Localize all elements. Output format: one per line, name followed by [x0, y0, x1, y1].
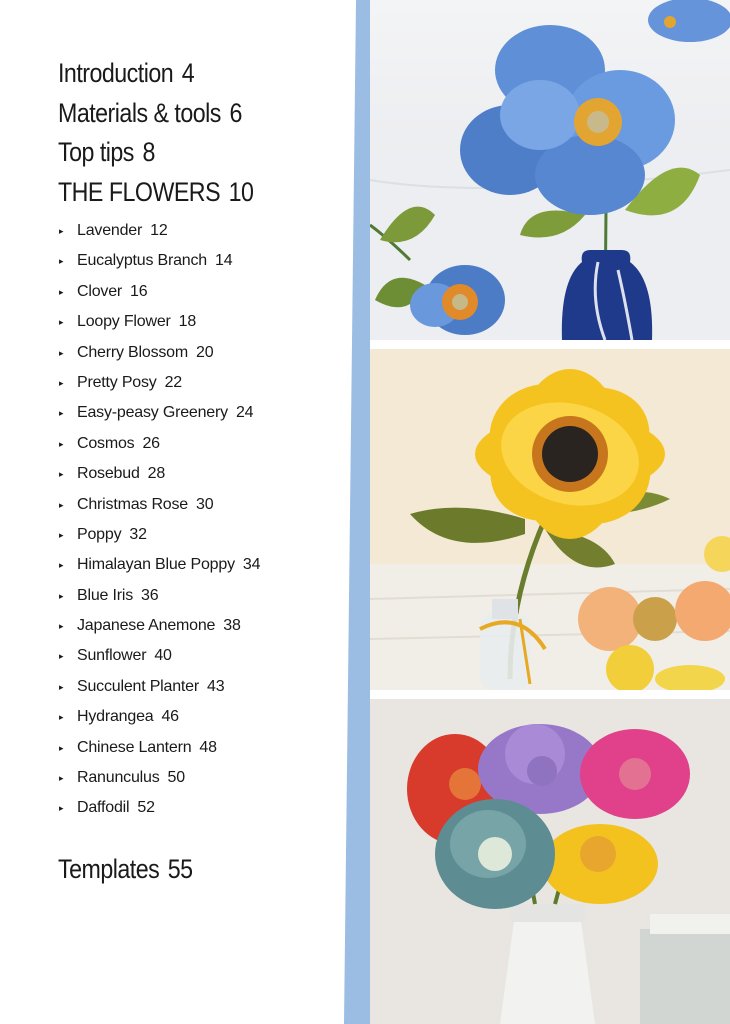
flower-entry-title: Pretty Posy [77, 373, 157, 391]
flower-entry-title: Chinese Lantern [77, 738, 192, 756]
toc-entry-templates[interactable] [58, 850, 215, 890]
flower-entry-cherry-blossom[interactable] [58, 338, 348, 368]
bullet-icon: ▸ [59, 590, 64, 601]
flower-entry-page: 36 [141, 586, 159, 604]
toc-entry-title: Introduction [58, 58, 174, 88]
toc-main-entries [58, 54, 348, 212]
sunflower-photo [370, 349, 730, 690]
flower-entry-page: 28 [147, 465, 166, 483]
flower-entry-title: Himalayan Blue Poppy [77, 556, 235, 574]
flower-entry-title: Clover [77, 282, 123, 300]
toc-entry-templates-text [58, 850, 193, 890]
flower-entry-japanese-anemone[interactable] [58, 611, 348, 641]
flower-entry-title: Japanese Anemone [77, 617, 216, 635]
toc-entry-page: 10 [228, 176, 254, 207]
flower-entry-hydrangea[interactable] [58, 702, 348, 732]
flower-entry-title: Succulent Planter [77, 677, 200, 695]
bullet-icon: ▸ [59, 438, 64, 449]
bullet-icon: ▸ [59, 712, 64, 723]
flower-entry-page: 24 [235, 404, 254, 422]
flower-entry-title: Blue Iris [77, 586, 133, 604]
flower-entry-title: Ranunculus [77, 769, 160, 787]
flower-entry-page: 18 [178, 313, 197, 331]
flower-entry-page: 16 [130, 282, 148, 300]
flower-entry-page: 32 [129, 525, 147, 543]
flower-entry-eucalyptus-branch[interactable] [58, 246, 348, 276]
flower-entry-page: 22 [164, 373, 183, 391]
flower-entry-blue-iris[interactable] [58, 581, 348, 611]
flower-entry-page: 52 [137, 799, 155, 817]
flower-entry-page: 30 [196, 495, 214, 513]
flower-entry-ranunculus[interactable] [58, 763, 348, 793]
bullet-icon: ▸ [59, 499, 64, 510]
bullet-icon: ▸ [59, 226, 64, 236]
flower-entry-title: Christmas Rose [77, 495, 189, 513]
flower-entry-page: 48 [199, 738, 217, 756]
toc-entry-page: 6 [229, 97, 242, 128]
flower-entry-page: 34 [242, 556, 261, 574]
flower-entry-page: 50 [167, 769, 185, 787]
bullet-icon: ▸ [59, 347, 64, 358]
toc-entry-materials-tools[interactable] [58, 94, 307, 134]
flower-entry-title: Easy-peasy Greenery [77, 404, 228, 422]
flower-entry-lavender[interactable] [58, 216, 348, 246]
flower-entry-title: Poppy [77, 525, 122, 543]
flower-entry-page: 12 [150, 222, 168, 239]
toc-entry-page: 4 [181, 58, 195, 88]
toc-entry-title: Templates [58, 854, 160, 884]
flower-entry-page: 46 [161, 708, 179, 726]
flower-entry-poppy[interactable] [58, 520, 348, 550]
bullet-icon: ▸ [59, 529, 64, 540]
bullet-icon: ▸ [59, 803, 64, 814]
bullet-icon: ▸ [59, 377, 64, 388]
bullet-icon: ▸ [59, 286, 64, 297]
flower-entry-christmas-rose[interactable] [58, 490, 348, 520]
flower-entry-easy-peasy-greenery[interactable] [58, 398, 348, 428]
toc-entry-title: THE FLOWERS [58, 176, 221, 207]
flower-entry-title: Eucalyptus Branch [77, 252, 208, 270]
bullet-icon: ▸ [59, 651, 64, 662]
flower-entry-clover[interactable] [58, 277, 348, 307]
flower-entry-himalayan-blue-poppy[interactable] [58, 550, 348, 580]
toc-entry-title: Top tips [58, 137, 134, 167]
flower-entry-page: 14 [215, 252, 233, 270]
flowers-list [58, 216, 348, 824]
toc-entry-top-tips[interactable] [58, 133, 307, 173]
bullet-icon: ▸ [59, 621, 64, 632]
flower-entry-title: Rosebud [77, 465, 140, 483]
bouquet-photo [370, 699, 730, 1024]
table-of-contents [58, 54, 348, 824]
bullet-icon: ▸ [59, 560, 64, 571]
flower-entry-title: Cosmos [77, 434, 135, 452]
bullet-icon: ▸ [59, 317, 64, 328]
bullet-icon: ▸ [59, 469, 64, 480]
bullet-icon: ▸ [59, 681, 64, 692]
toc-entry-page: 8 [142, 137, 155, 167]
flower-entry-loopy-flower[interactable] [58, 307, 348, 337]
flower-entry-pretty-posy[interactable] [58, 368, 348, 398]
toc-entry-introduction[interactable] [58, 54, 307, 94]
bullet-icon: ▸ [59, 742, 64, 753]
flower-entry-page: 20 [196, 343, 214, 361]
flower-entry-title: Loopy Flower [77, 313, 171, 331]
bullet-icon: ▸ [59, 408, 64, 419]
flower-entry-succulent-planter[interactable] [58, 672, 348, 702]
flower-entry-title: Sunflower [77, 647, 147, 665]
flower-entry-title: Daffodil [77, 799, 130, 817]
flower-entry-page: 40 [154, 647, 172, 665]
toc-entry-the-flowers[interactable] [58, 173, 307, 213]
flower-entry-daffodil[interactable] [58, 793, 348, 823]
flower-entry-title: Cherry Blossom [77, 343, 189, 361]
flower-entry-page: 38 [223, 617, 241, 635]
flower-entry-rosebud[interactable] [58, 459, 348, 489]
toc-entry-page: 55 [167, 854, 193, 884]
bullet-icon: ▸ [59, 256, 64, 267]
flower-entry-page: 43 [207, 677, 225, 695]
flower-entry-chinese-lantern[interactable] [58, 733, 348, 763]
bullet-icon: ▸ [59, 773, 64, 784]
flower-entry-sunflower[interactable] [58, 641, 348, 671]
flower-entry-page: 26 [142, 434, 160, 452]
blue-poppy-photo [370, 0, 730, 340]
flower-entry-title: Hydrangea [77, 708, 154, 726]
flower-entry-title: Lavender [77, 222, 143, 239]
flower-entry-cosmos[interactable] [58, 429, 348, 459]
toc-entry-title: Materials & tools [58, 97, 221, 128]
